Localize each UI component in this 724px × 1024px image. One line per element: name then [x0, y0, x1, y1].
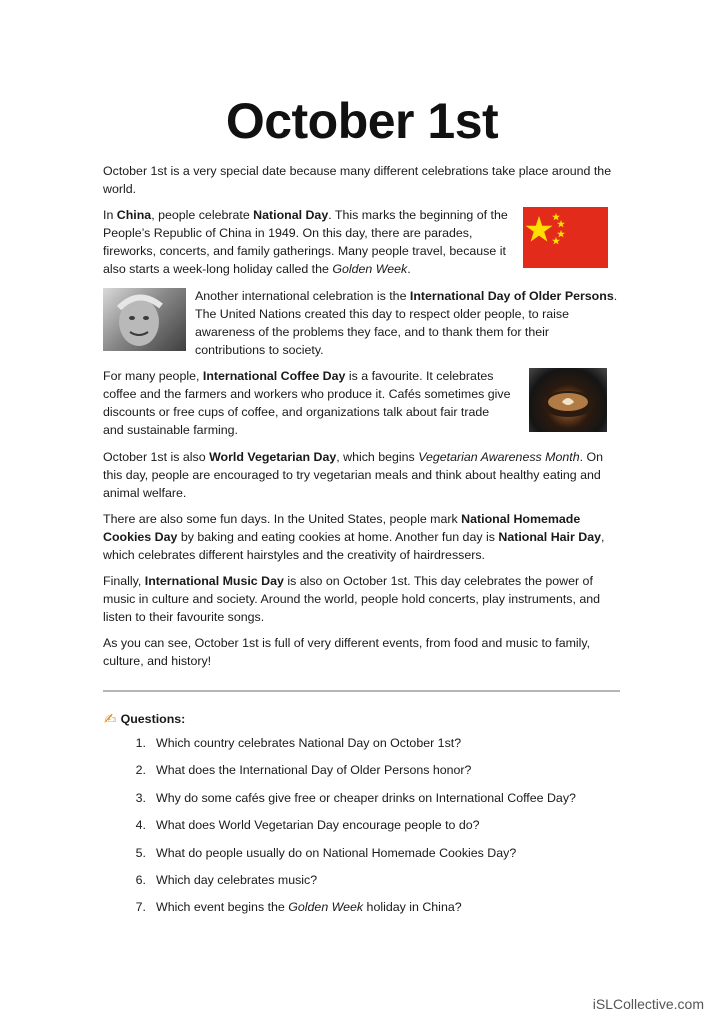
page-title: October 1st	[225, 93, 499, 149]
conclusion-paragraph: As you can see, October 1st is full of very different events, from food and music to family, culture, and history!	[103, 636, 591, 668]
china-flag-image	[523, 207, 608, 268]
section-divider	[103, 690, 620, 692]
question-item: 2. What does the International Day of Older Persons honor?	[135, 763, 472, 778]
question-item: 5. What do people usually do on National Homemade Cookies Day?	[135, 845, 517, 860]
coffee-cup-image	[529, 368, 607, 432]
questions-heading: ✍ Questions:	[104, 711, 186, 728]
china-paragraph: In China, people celebrate National Day. This marks the beginning of the People’s Republic of China in 1949. On this day, there are parades, fireworks, concerts, and family gatherings. Many people travel, because it also starts a week-long holiday called the Golden Week.	[103, 208, 508, 276]
older-persons-paragraph: Another international celebration is the International Day of Older Persons. The United Nations created this day to respect older people, to raise awareness of the problems they face, and to thank them for their contributions to society.	[195, 289, 618, 357]
question-item: 1. Which country celebrates National Day on October 1st?	[135, 736, 462, 750]
vegetarian-paragraph: October 1st is also World Vegetarian Day, which begins Vegetarian Awareness Month. On this day, people are encouraged to try vegetarian meals and think about healthy eating and animal welfare.	[103, 450, 604, 500]
music-paragraph: Finally, International Music Day is also on October 1st. This day celebrates the power of music in culture and society. Around the world, people hold concerts, play instruments, and listen to their favourite songs.	[103, 574, 601, 624]
site-watermark: iSLCollective.com	[592, 996, 704, 1012]
question-item: 3. Why do some cafés give free or cheaper drinks on International Coffee Day?	[135, 790, 576, 805]
flag-star-icon	[523, 207, 608, 268]
questions-list	[120, 736, 576, 928]
question-item: 7. Which event begins the Golden Week holiday in China?	[135, 900, 462, 915]
coffee-paragraph: For many people, International Coffee Day is a favourite. It celebrates coffee and the farmers and workers who produce it. Cafés sometimes give discounts or free cups of coffee, and organizations talk about fair trade and sustainable farming.	[103, 369, 511, 437]
older-person-image	[103, 288, 186, 351]
intro-paragraph: October 1st is a very special date because many different celebrations take place around the world.	[103, 164, 612, 196]
fun-days-paragraph: There are also some fun days. In the United States, people mark National Homemade Cookies Day by baking and eating cookies at home. Another fun day is National Hair Day, which celebrates different hairstyles and the creativity of hairdressers.	[103, 512, 605, 562]
question-item: 6. Which day celebrates music?	[135, 872, 318, 887]
pencil-hand-icon: ✍	[104, 711, 117, 728]
question-item: 4. What does World Vegetarian Day encourage people to do?	[135, 818, 480, 833]
